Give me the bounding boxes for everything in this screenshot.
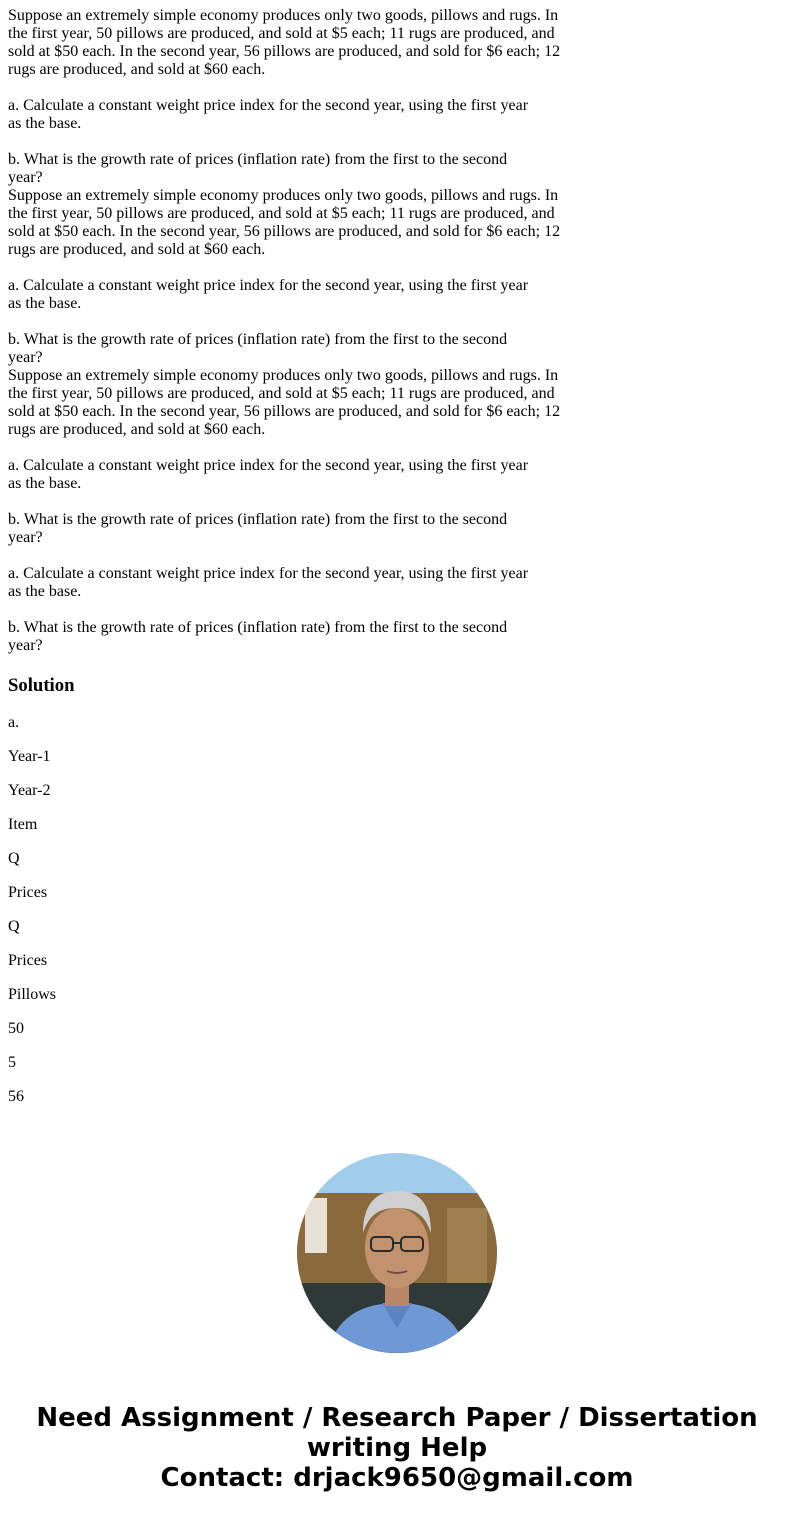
paragraph-gap [8, 547, 568, 565]
paragraph-gap [8, 313, 568, 331]
banner-line-2: writing Help [306, 1433, 488, 1463]
question-line: rugs are produced, and sold at $60 each. [8, 61, 266, 78]
question-line: year? [8, 349, 43, 366]
question-line: rugs are produced, and sold at $60 each. [8, 421, 266, 438]
question-text [8, 7, 568, 655]
solution-item: 56 [8, 1088, 24, 1105]
question-line: Suppose an extremely simple economy produces only two goods, pillows and rugs. In [8, 187, 559, 204]
paragraph-gap [8, 133, 568, 151]
paragraph-gap [8, 79, 568, 97]
question-line: Suppose an extremely simple economy produces only two goods, pillows and rugs. In [8, 7, 559, 24]
paragraph-gap [8, 259, 568, 277]
question-line: a. Calculate a constant weight price index for the second year, using the first year [8, 565, 529, 582]
question-line: b. What is the growth rate of prices (inflation rate) from the first to the second [8, 151, 508, 168]
solution-item: Year-1 [8, 748, 51, 765]
question-block [8, 367, 568, 655]
solution-item: Item [8, 816, 38, 833]
question-line: Suppose an extremely simple economy produces only two goods, pillows and rugs. In [8, 367, 559, 384]
question-line: as the base. [8, 583, 82, 600]
solution-item: 5 [8, 1054, 16, 1071]
paragraph-gap [8, 601, 568, 619]
banner-line-1: Need Assignment / Research Paper / Dissertation [36, 1403, 758, 1433]
solution-items [8, 714, 56, 1122]
question-line: the first year, 50 pillows are produced, and sold at $5 each; 11 rugs are produced, and [8, 25, 555, 42]
solution-item: Q [8, 850, 20, 867]
question-line: year? [8, 529, 43, 546]
solution-item: 50 [8, 1020, 24, 1037]
question-line: a. Calculate a constant weight price index for the second year, using the first year [8, 97, 529, 114]
solution-item: Pillows [8, 986, 57, 1003]
question-line: a. Calculate a constant weight price index for the second year, using the first year [8, 277, 529, 294]
solution-heading: Solution [8, 675, 75, 696]
question-line: sold at $50 each. In the second year, 56 pillows are produced, and sold for $6 each; 12 [8, 403, 561, 420]
solution-item: a. [8, 714, 20, 731]
question-line: a. Calculate a constant weight price index for the second year, using the first year [8, 457, 529, 474]
avatar-window [305, 1198, 327, 1253]
question-line: year? [8, 169, 43, 186]
question-line: as the base. [8, 295, 82, 312]
author-portrait-image [297, 1153, 497, 1353]
question-line: b. What is the growth rate of prices (inflation rate) from the first to the second [8, 619, 508, 636]
question-line: the first year, 50 pillows are produced, and sold at $5 each; 11 rugs are produced, and [8, 205, 555, 222]
question-line: b. What is the growth rate of prices (inflation rate) from the first to the second [8, 511, 508, 528]
avatar-face [365, 1208, 429, 1288]
question-line: sold at $50 each. In the second year, 56 pillows are produced, and sold for $6 each; 12 [8, 223, 561, 240]
author-avatar [297, 1153, 497, 1353]
question-line: the first year, 50 pillows are produced, and sold at $5 each; 11 rugs are produced, and [8, 385, 555, 402]
question-line: as the base. [8, 475, 82, 492]
question-line: as the base. [8, 115, 82, 132]
solution-item: Q [8, 918, 20, 935]
contact-banner [0, 1403, 794, 1493]
question-line: b. What is the growth rate of prices (inflation rate) from the first to the second [8, 331, 508, 348]
question-line: rugs are produced, and sold at $60 each. [8, 241, 266, 258]
solution-item: Prices [8, 884, 48, 901]
question-block [8, 187, 568, 367]
question-line: year? [8, 637, 43, 654]
question-block [8, 7, 568, 187]
question-line: sold at $50 each. In the second year, 56 pillows are produced, and sold for $6 each; 12 [8, 43, 561, 60]
paragraph-gap [8, 439, 568, 457]
paragraph-gap [8, 493, 568, 511]
solution-item: Year-2 [8, 782, 51, 799]
solution-item: Prices [8, 952, 48, 969]
banner-contact-email: Contact: drjack9650@gmail.com [160, 1463, 634, 1493]
